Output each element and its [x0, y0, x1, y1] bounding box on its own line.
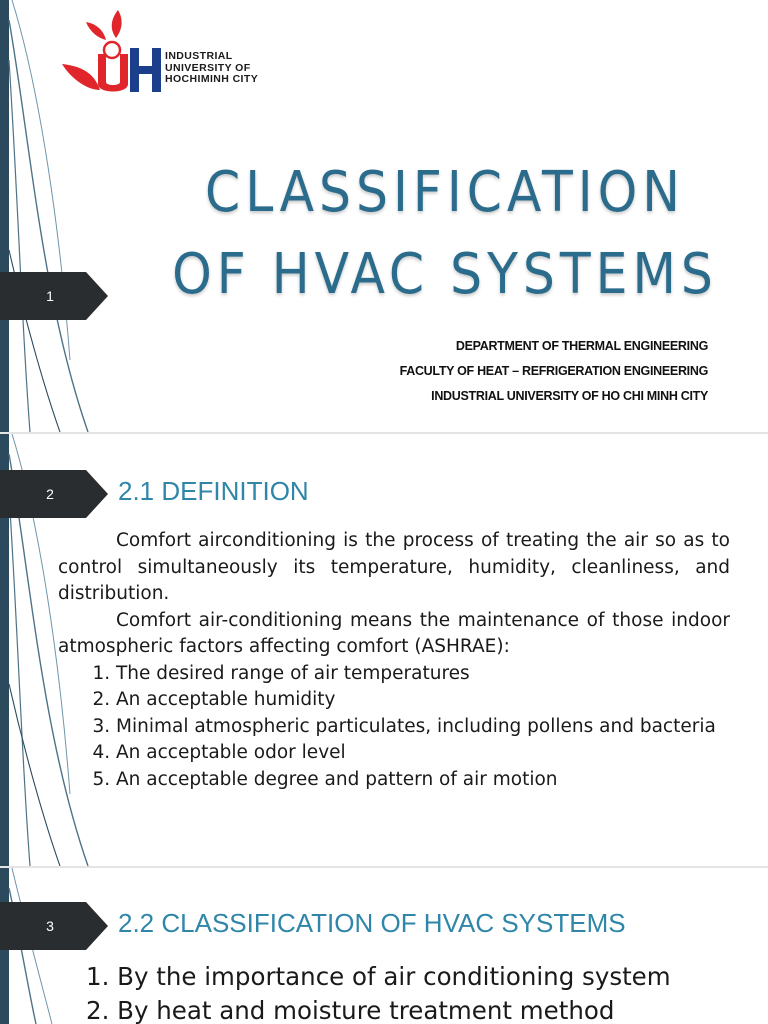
dept-line: INDUSTRIAL UNIVERSITY OF HO CHI MINH CITY — [431, 389, 708, 403]
title-line: CLASSIFICATION — [205, 160, 685, 225]
paragraph: Comfort air-conditioning means the maintenance of those indoor atmospheric factors affecting comfort (ASHRAE): — [58, 609, 730, 657]
definition-body — [58, 528, 730, 793]
list-item: 3. Minimal atmospheric particulates, including pollens and bacteria — [116, 714, 730, 741]
list-item: 2. By heat and moisture treatment method — [86, 996, 615, 1024]
section-heading: 2.2 CLASSIFICATION OF HVAC SYSTEMS — [118, 908, 626, 938]
logo-text — [165, 51, 258, 86]
logo-emblem-icon — [58, 8, 168, 100]
logo-text-line: HOCHIMINH CITY — [165, 73, 259, 85]
list-item: 1. By the importance of air conditioning system — [86, 962, 671, 991]
logo-text-line: UNIVERSITY OF — [165, 61, 251, 74]
slide-number: 1 — [46, 288, 54, 304]
dept-line: DEPARTMENT OF THERMAL ENGINEERING — [455, 339, 708, 353]
list-item: 5. An acceptable degree and pattern of air motion — [116, 767, 730, 794]
slide-number: 2 — [46, 486, 54, 502]
title-line: OF HVAC SYSTEMS — [172, 242, 718, 307]
department-info — [400, 334, 708, 409]
classification-list — [86, 960, 671, 1024]
slide-2[interactable] — [0, 434, 768, 866]
university-logo — [58, 8, 278, 100]
slide-3[interactable] — [0, 868, 768, 1024]
logo-text-line: INDUSTRIAL — [165, 50, 233, 62]
list-item: 2. An acceptable humidity — [116, 687, 730, 714]
list-item: 4. An acceptable odor level — [116, 740, 730, 767]
slide-number: 3 — [46, 918, 54, 934]
list-item: 1. The desired range of air temperatures — [116, 661, 730, 688]
dept-line: FACULTY OF HEAT – REFRIGERATION ENGINEERING — [399, 364, 708, 378]
slide-title — [140, 152, 750, 316]
comfort-factors-list — [58, 661, 730, 794]
slide-1[interactable] — [0, 0, 768, 432]
paragraph: Comfort airconditioning is the process of treating the air so as to control simultaneously its temperature, humidity, cleanliness, and distribution. — [58, 530, 730, 604]
section-heading: 2.1 DEFINITION — [118, 476, 309, 506]
